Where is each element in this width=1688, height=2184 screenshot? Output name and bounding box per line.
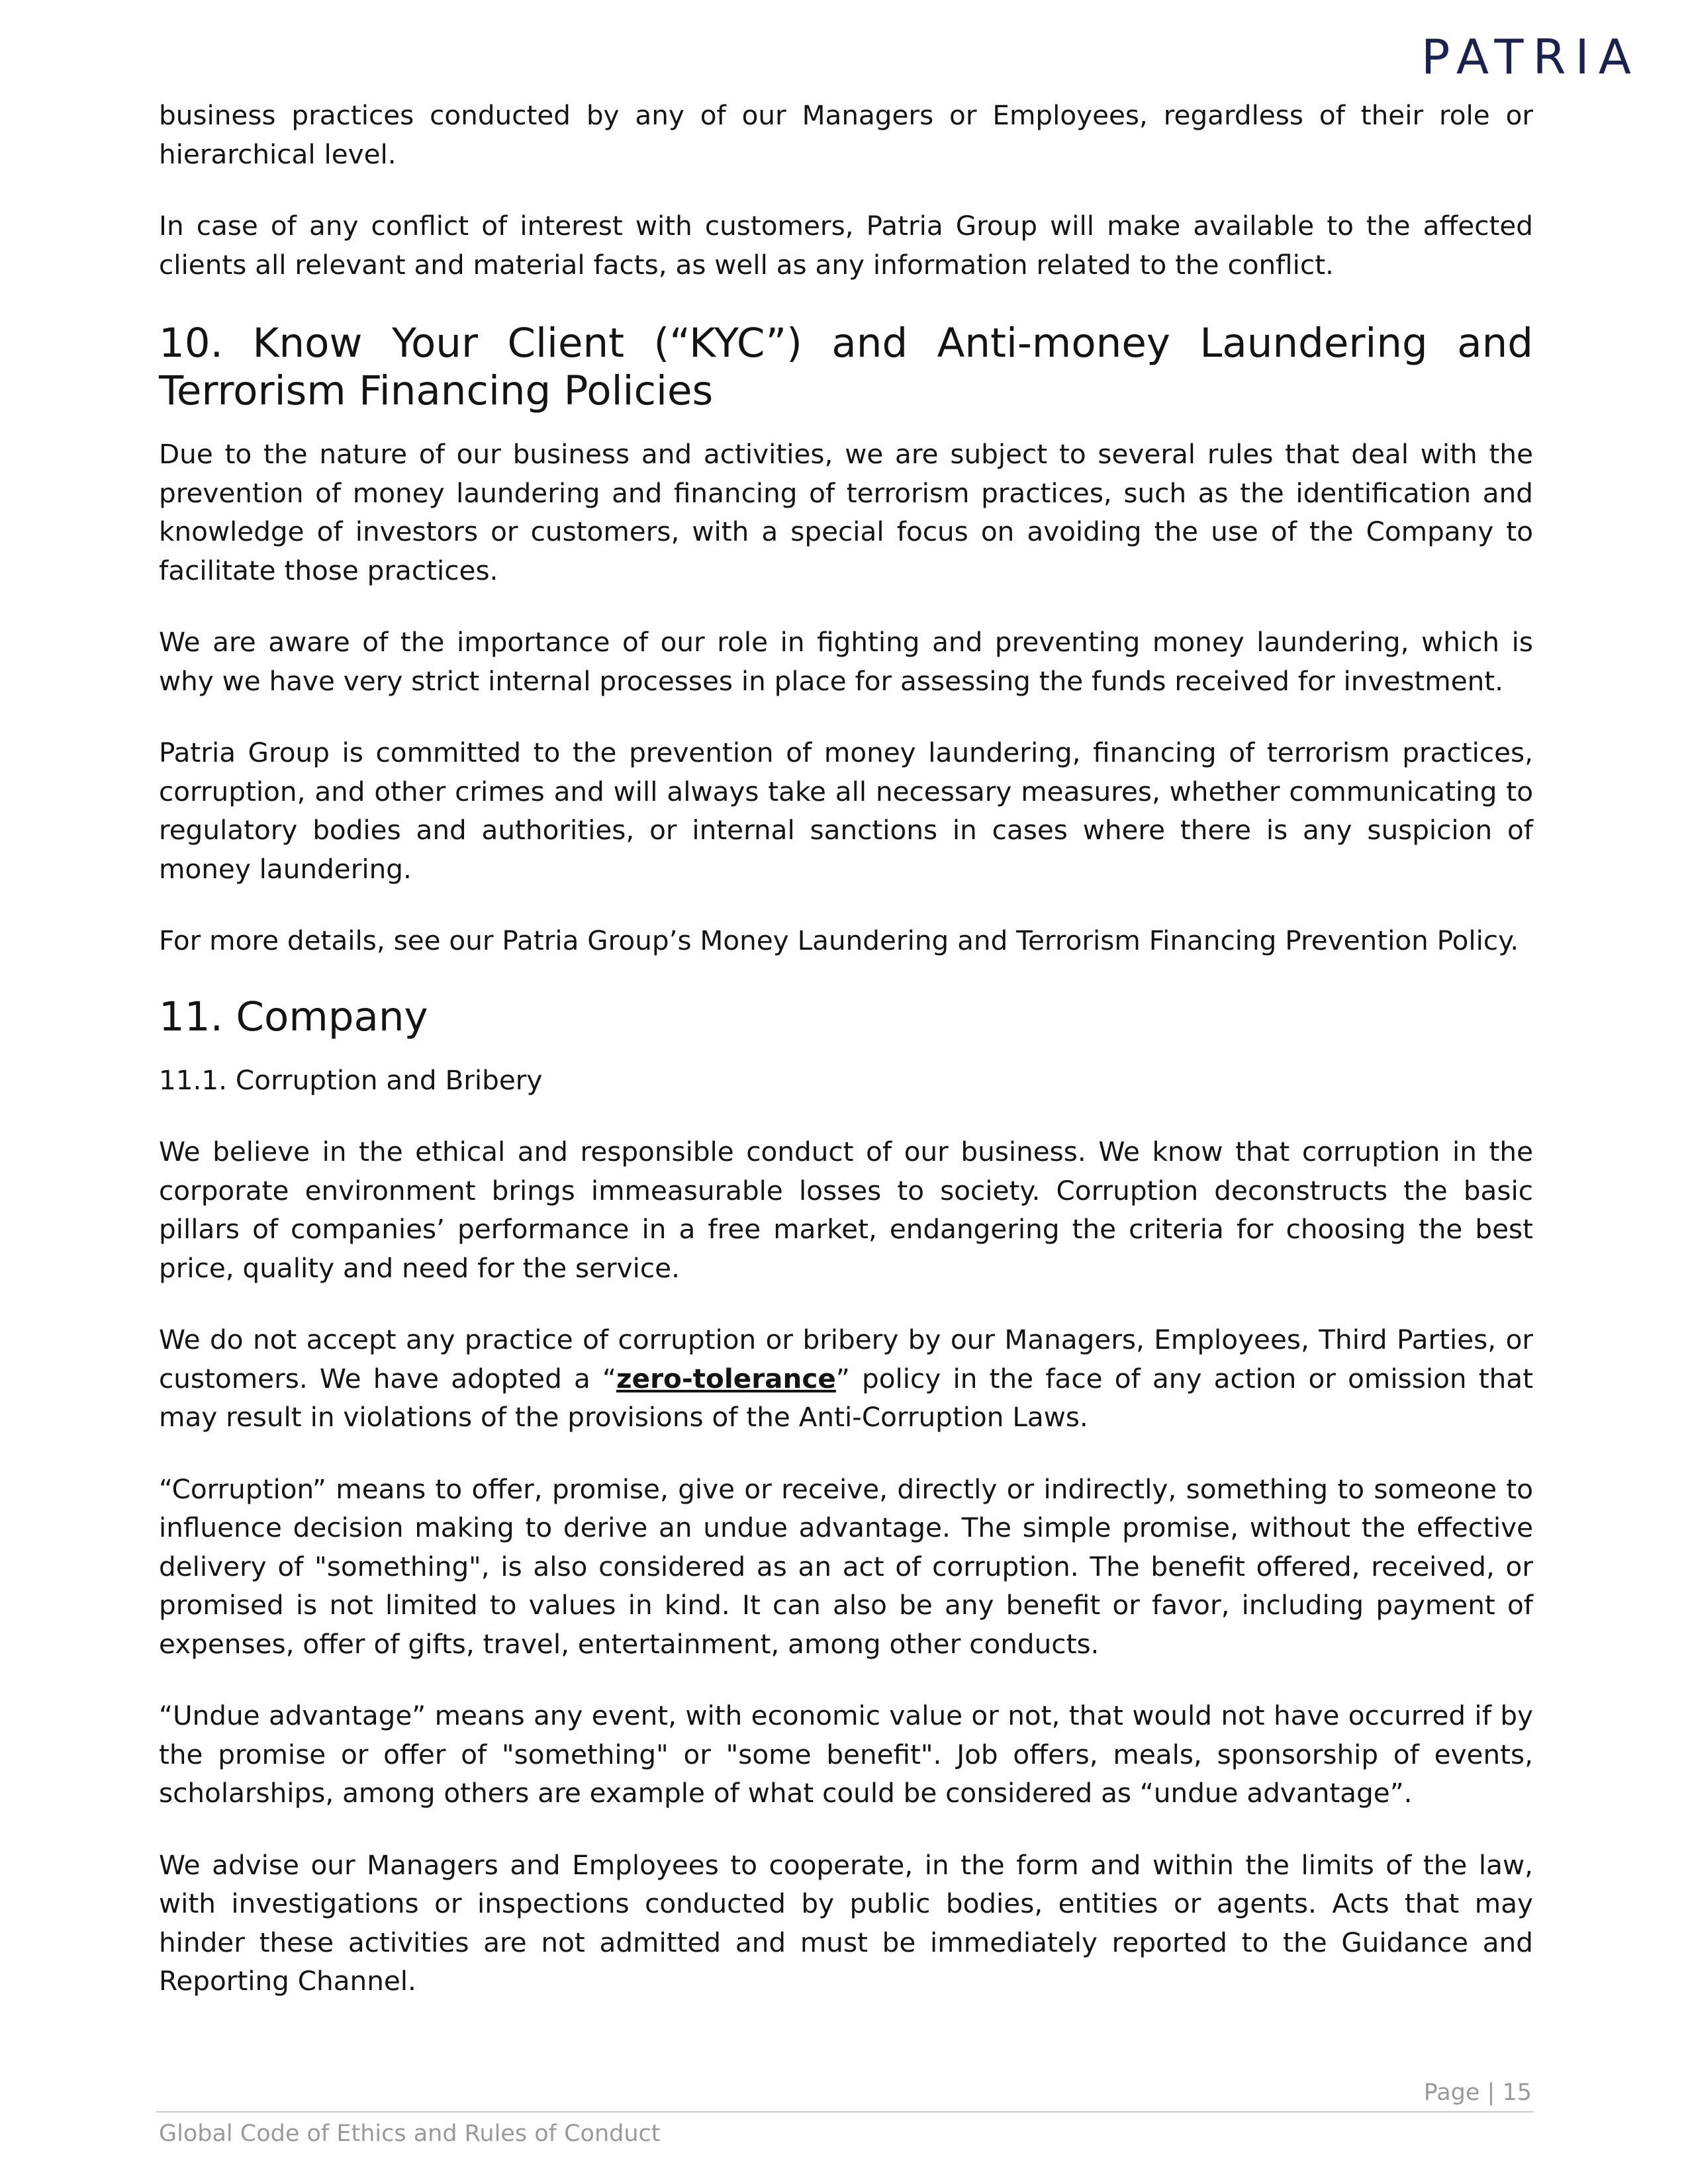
patria-logo: PATRIA: [1421, 29, 1640, 85]
footer-divider: [156, 2111, 1533, 2113]
zero-tolerance-emphasis: zero-tolerance: [616, 1362, 836, 1394]
section-11-heading: 11. Company: [159, 993, 428, 1040]
paragraph-intro: business practices conducted by any of our Managers or Employees, regardless of their role or hierarchical level.: [159, 99, 1533, 170]
paragraph-2-text-before: We do not accept any practice of corruption or bribery by our Managers, Employees, Third Parties, or customers. We have adopted a “: [159, 1324, 1533, 1394]
footer-document-title: Global Code of Ethics and Rules of Conduct: [159, 2120, 661, 2147]
section-11-paragraph-2: [159, 1320, 1533, 1437]
section-10-heading: 10. Know Your Client (“KYC”) and Anti-money Laundering and Terrorism Financing Policies: [159, 320, 1533, 414]
paragraph-conflict: In case of any conflict of interest with customers, Patria Group will make available to the affected clients all relevant and material facts, as well as any information related to the conflict.: [159, 210, 1533, 281]
page-content: [159, 96, 1533, 2001]
section-10-paragraph-3: Patria Group is committed to the prevention of money laundering, financing of terrorism practices, corruption, and other crimes and will always take all necessary measures, whether communicating to regulatory bodies and authorities, or internal sanctions in cases where there is any suspicion of money laundering.: [159, 737, 1533, 885]
section-11-paragraph-5: We advise our Managers and Employees to cooperate, in the form and within the limits of the law, with investigations or inspections conducted by public bodies, entities or agents. Acts that may hinder these activities are not admitted and must be immediately reported to the Guidance and Reporting Channel.: [159, 1848, 1533, 1997]
page-number: Page | 15: [1423, 2079, 1532, 2106]
section-10-paragraph-4: For more details, see our Patria Group’s Money Laundering and Terrorism Financing Prevention Policy.: [159, 925, 1519, 956]
section-10-paragraph-2: We are aware of the importance of our role in fighting and preventing money laundering, which is why we have very strict internal processes in place for assessing the funds received for investment.: [159, 626, 1533, 697]
paragraph-2-text-after: ” policy in the face of any action or omission that may result in violations of the provisions of the Anti-Corruption Laws.: [159, 1362, 1533, 1433]
section-11-paragraph-3: “Corruption” means to offer, promise, give or receive, directly or indirectly, something to someone to influence decision making to derive an undue advantage. The simple promise, without the effective delivery of "something", is also considered as an act of corruption. The benefit offered, received, or promised is not limited to values in kind. It can also be any benefit or favor, including payment of expenses, offer of gifts, travel, entertainment, among other conducts.: [159, 1473, 1533, 1660]
section-10-paragraph-1: Due to the nature of our business and activities, we are subject to several rules that deal with the prevention of money laundering and financing of terrorism practices, such as the identification and knowledge of investors or customers, with a special focus on avoiding the use of the Company to facilitate those practices.: [159, 438, 1533, 586]
section-11-paragraph-1: We believe in the ethical and responsible conduct of our business. We know that corruption in the corporate environment brings immeasurable losses to society. Corruption deconstructs the basic pillars of companies’ performance in a free market, endangering the criteria for choosing the best price, quality and need for the service.: [159, 1136, 1533, 1284]
section-11-paragraph-4: “Undue advantage” means any event, with economic value or not, that would not have occurred if by the promise or offer of "something" or "some benefit". Job offers, meals, sponsorship of events, scholarships, among others are example of what could be considered as “undue advantage”.: [159, 1700, 1533, 1809]
section-11-1-heading: 11.1. Corruption and Bribery: [159, 1064, 543, 1096]
